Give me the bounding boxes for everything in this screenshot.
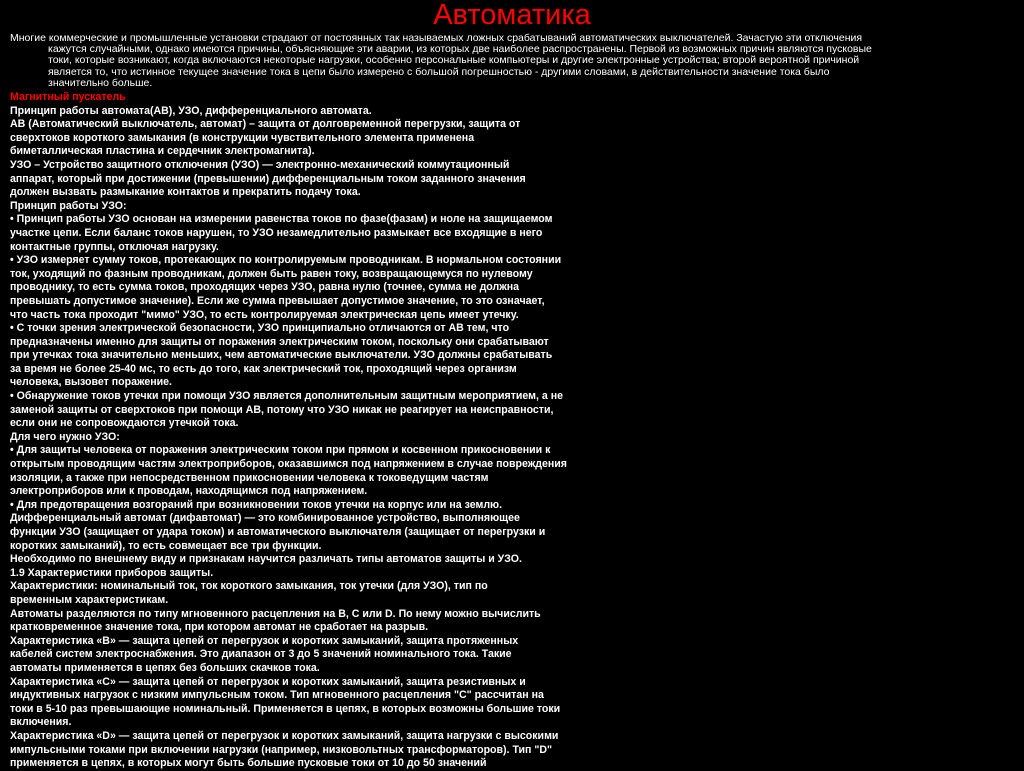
article-line: индуктивных нагрузок с низким импульсным током. Тип мгновенного расцепления "C" рассчитан на — [10, 689, 544, 702]
article-line: Характеристика «D» — защита цепей от перегрузок и коротких замыканий, защита нагрузки с высокими — [10, 729, 559, 742]
article-line: автоматы применяется в цепях без больших скачков тока. — [10, 661, 320, 674]
article-line: при утечках тока значительно меньших, чем автоматические выключатели. УЗО должны срабатывать — [10, 349, 553, 362]
article-line: токи в 5-10 раз превышающие номинальный. Применяется в цепях, в которых возможны большие токи — [10, 702, 561, 715]
article-line: Принцип работы УЗО: — [10, 199, 127, 212]
article-line: Характеристика «B» — защита цепей от перегрузок и коротких замыканий, защита протяженных — [10, 634, 519, 647]
article-line: Автоматы разделяются по типу мгновенного расцепления на B, C или D. По нему можно вычислить — [10, 607, 541, 620]
article-line: что часть тока проходит "мимо" УЗО, то есть контролируемая электрическая цепь имеет утечку. — [10, 308, 519, 321]
article-line: • Для предотвращения возгораний при возникновении токов утечки на корпус или на землю. — [10, 498, 503, 511]
article-line: АВ (Автоматический выключатель, автомат) – защита от долговременной перегрузки, защита от — [10, 118, 521, 131]
article-line: изоляции, а также при непосредственном прикосновении человека к токоведущим частям — [10, 471, 489, 484]
article-line: кратковременное значение тока, при котором автомат не сработает на разрыв. — [10, 621, 429, 634]
article-line: включения. — [10, 716, 72, 729]
article-line: участке цепи. Если баланс токов нарушен, то УЗО незамедлительно размыкает все входящие в него — [10, 226, 543, 239]
article-line: Характеристика «C» — защита цепей от перегрузок и коротких замыканий, защита резистивных и — [10, 675, 526, 688]
article-line: сверхтоков короткого замыкания (в конструкции чувствительного элемента применена — [10, 131, 475, 144]
article-line: функции УЗО (защищает от удара током) и автоматического выключателя (защищает от перегрузки и — [10, 526, 546, 538]
page-title: Автоматика — [433, 0, 591, 31]
article-line: Необходимо по внешнему виду и признакам научится различать типы автоматов защиты и УЗО. — [10, 553, 522, 566]
article-line: применяется в цепях, в которых могут быть большие пусковые токи от 10 до 50 значений — [10, 757, 487, 770]
article-line: Характеристики: номинальный ток, ток короткого замыкания, ток утечки (для УЗО), тип по — [10, 580, 488, 593]
article-line: Для чего нужно УЗО: — [10, 430, 120, 443]
intro-paragraph — [10, 33, 890, 89]
article-line: кабелей систем электроснабжения. Это диапазон от 3 до 5 значений номинального тока. Такие — [10, 648, 512, 661]
article-line: заменой защиты от сверхтоков при помощи АВ, потому что УЗО никак не реагирует на неисправности, — [10, 403, 554, 416]
article-line: проводнику, то есть сумма токов, проходящих через УЗО, равна нулю (точнее, сумма не должна — [10, 281, 520, 294]
article-line: предназначены именно для защиты от поражения электрическим током, поскольку они срабатывают — [10, 335, 549, 348]
article-lines — [10, 105, 625, 771]
article-line: Дифференциальный автомат (дифавтомат) — это комбинированное устройство, выполняющее — [10, 512, 520, 525]
article-line: электроприборов или к проводам, находящимся под напряжением. — [10, 485, 368, 498]
article-line: • Принцип работы УЗО основан на измерении равенства токов по фазе(фазам) и ноле на защищаемом — [10, 213, 553, 226]
article-line: временным характеристикам. — [10, 593, 169, 606]
article-line: • С точки зрения электрической безопасности, УЗО принципиально отличаются от АВ тем, что — [10, 322, 510, 335]
article-line: аппарат, который при достижении (превышении) дифференциальным током заданного значения — [10, 172, 526, 185]
article-line: • Для защиты человека от поражения электрическим током при прямом и косвенном прикосновении к — [10, 444, 551, 457]
article-line: УЗО – Устройство защитного отключения (УЗО) — электронно-механический коммутационный — [10, 158, 510, 171]
article-line: ток, уходящий по фазным проводникам, должен быть равен току, возвращающемуся по нулевому — [10, 267, 533, 280]
article-body — [10, 91, 625, 771]
article-line: должен вызвать размыкание контактов и прекратить подачу тока. — [10, 186, 361, 199]
article-line: биметаллическая пластина и сердечник электромагнита). — [10, 145, 315, 158]
article-line: контактные группы, отключая нагрузку. — [10, 240, 219, 253]
article-line: если они не сопровождаются утечкой тока. — [10, 417, 239, 430]
article-line: коротких замыканий), то есть совмещает все три функции. — [10, 539, 322, 552]
article-line: 1.9 Характеристики приборов защиты. — [10, 566, 214, 579]
article-line: превышать допустимое значение). Если же сумма превышает допустимое значение, то это означает, — [10, 294, 545, 307]
magnetic-starter-link[interactable]: Магнитный пускатель — [10, 91, 126, 103]
article-line: Принцип работы автомата(АВ), УЗО, дифференциального автомата. — [10, 104, 372, 117]
article-line: импульсными токами при включении нагрузки (например, низковольтных трансформаторов). Тип "D" — [10, 743, 553, 756]
article-line: • УЗО измеряет сумму токов, протекающих по контролируемым проводникам. В нормальном состоянии — [10, 254, 562, 267]
article-line: за время не более 25-40 мс, то есть до того, как электрический ток, проходящий через организм — [10, 362, 517, 375]
intro-text: Многие коммерческие и промышленные установки страдают от постоянных так называемых ложных срабатываний автоматических выключателей. Зачастую эти отключения кажутся случайными, однако имеются причины, объясняющие эти аварии, из которых две наиболее распространены. Первой из возможных причин являются пусковые токи, которые возникают, когда включаются некоторые нагрузки, особенно персональные компьютеры и другие электронные устройства; второй вероятной причиной является то, что истинное текущее значение тока в цепи было измерено с большой погрешностью - другими словами, в действительности значение тока было значительно больше. — [10, 32, 872, 89]
article-line: • Обнаружение токов утечки при помощи УЗО является дополнительным защитным мероприятием, а не — [10, 390, 564, 403]
article-line: человека, вызовет поражение. — [10, 376, 172, 389]
article-line: открытым проводящим частям электроприборов, оказавшимся под напряжением в случае повреждения — [10, 458, 567, 471]
